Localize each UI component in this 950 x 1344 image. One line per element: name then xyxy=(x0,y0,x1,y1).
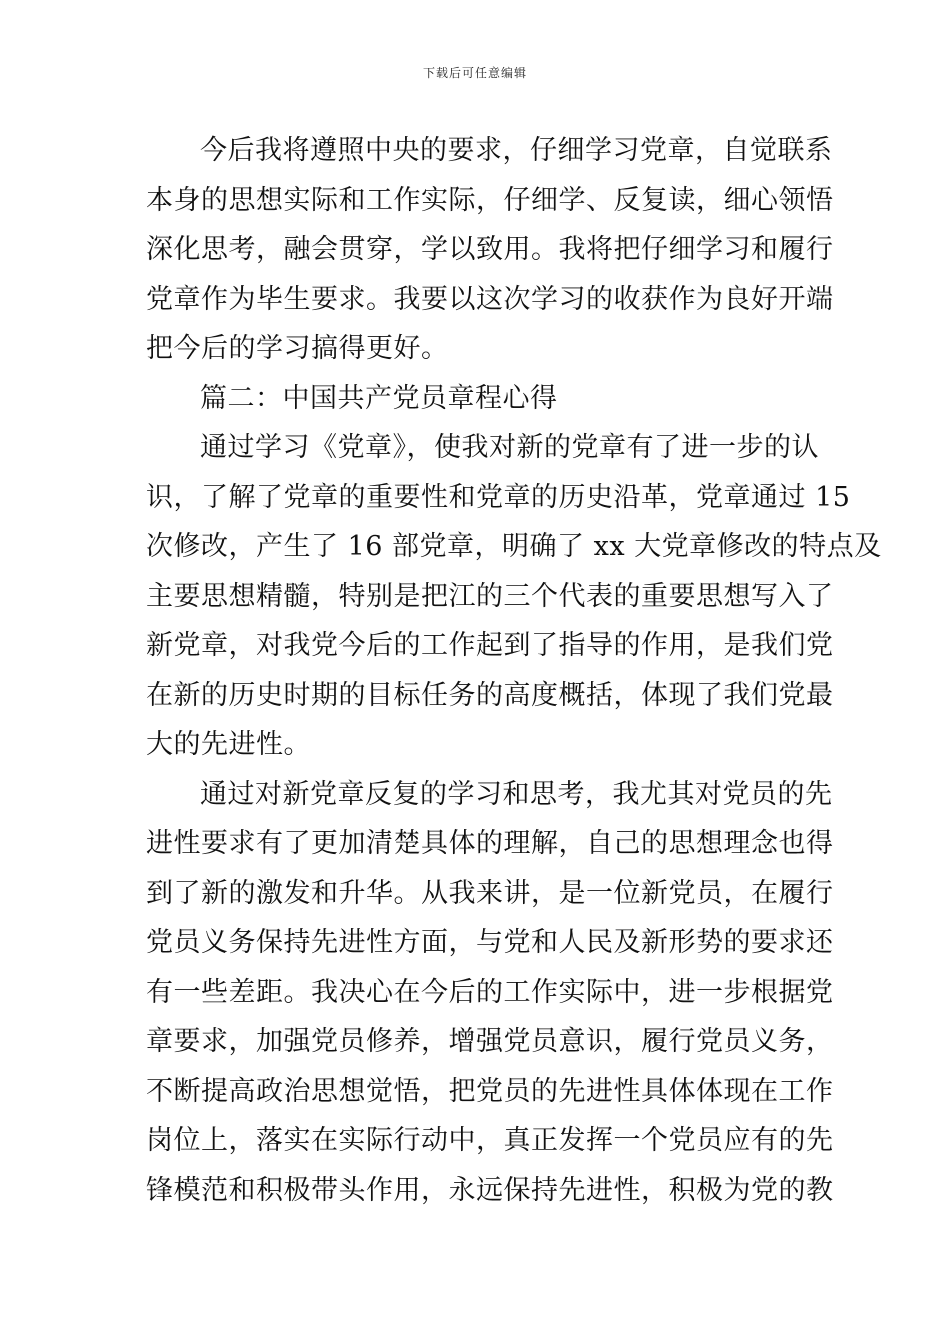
text-line: 次修改，产生了 16 部党章，明确了 xx 大党章修改的特点及 xyxy=(146,531,882,562)
text-line: 篇二：中国共产党员章程心得 xyxy=(200,382,558,414)
document-body xyxy=(146,126,882,1215)
page-header: 下载后可任意编辑 xyxy=(422,66,527,80)
text-line: 本身的思想实际和工作实际，仔细学、反复读，细心领悟 xyxy=(146,184,834,216)
text-line: 锋模范和积极带头作用，永远保持先进性，积极为党的教 xyxy=(146,1174,834,1206)
text-line: 章要求，加强党员修养，增强党员意识，履行党员义务， xyxy=(146,1026,834,1057)
text-line: 有一些差距。我决心在今后的工作实际中，进一步根据党 xyxy=(146,976,834,1008)
text-line: 进性要求有了更加清楚具体的理解，自己的思想理念也得 xyxy=(146,828,834,859)
text-line: 识，了解了党章的重要性和党章的历史沿革，党章通过 15 xyxy=(146,481,851,513)
text-line: 岗位上，落实在实际行动中，真正发挥一个党员应有的先 xyxy=(146,1125,834,1156)
text-line: 深化思考，融会贯穿，学以致用。我将把仔细学习和履行 xyxy=(146,234,834,265)
text-line: 到了新的激发和升华。从我来讲，是一位新党员，在履行 xyxy=(146,877,834,909)
text-line: 不断提高政治思想觉悟，把党员的先进性具体体现在工作 xyxy=(146,1075,834,1107)
text-line: 通过学习《党章》，使我对新的党章有了进一步的认 xyxy=(200,432,819,463)
text-line: 把今后的学习搞得更好。 xyxy=(146,333,449,364)
text-line: 主要思想精髓，特别是把江的三个代表的重要思想写入了 xyxy=(146,580,834,612)
text-line: 在新的历史时期的目标任务的高度概括，体现了我们党最 xyxy=(146,679,834,711)
text-line: 通过对新党章反复的学习和思考，我尤其对党员的先 xyxy=(200,778,833,810)
text-line: 党章作为毕生要求。我要以这次学习的收获作为良好开端 xyxy=(146,283,834,315)
text-line: 新党章，对我党今后的工作起到了指导的作用，是我们党 xyxy=(146,630,834,661)
text-line: 党员义务保持先进性方面，与党和人民及新形势的要求还 xyxy=(146,927,834,958)
text-line: 今后我将遵照中央的要求，仔细学习党章，自觉联系 xyxy=(200,135,833,166)
text-line: 大的先进性。 xyxy=(146,729,311,760)
